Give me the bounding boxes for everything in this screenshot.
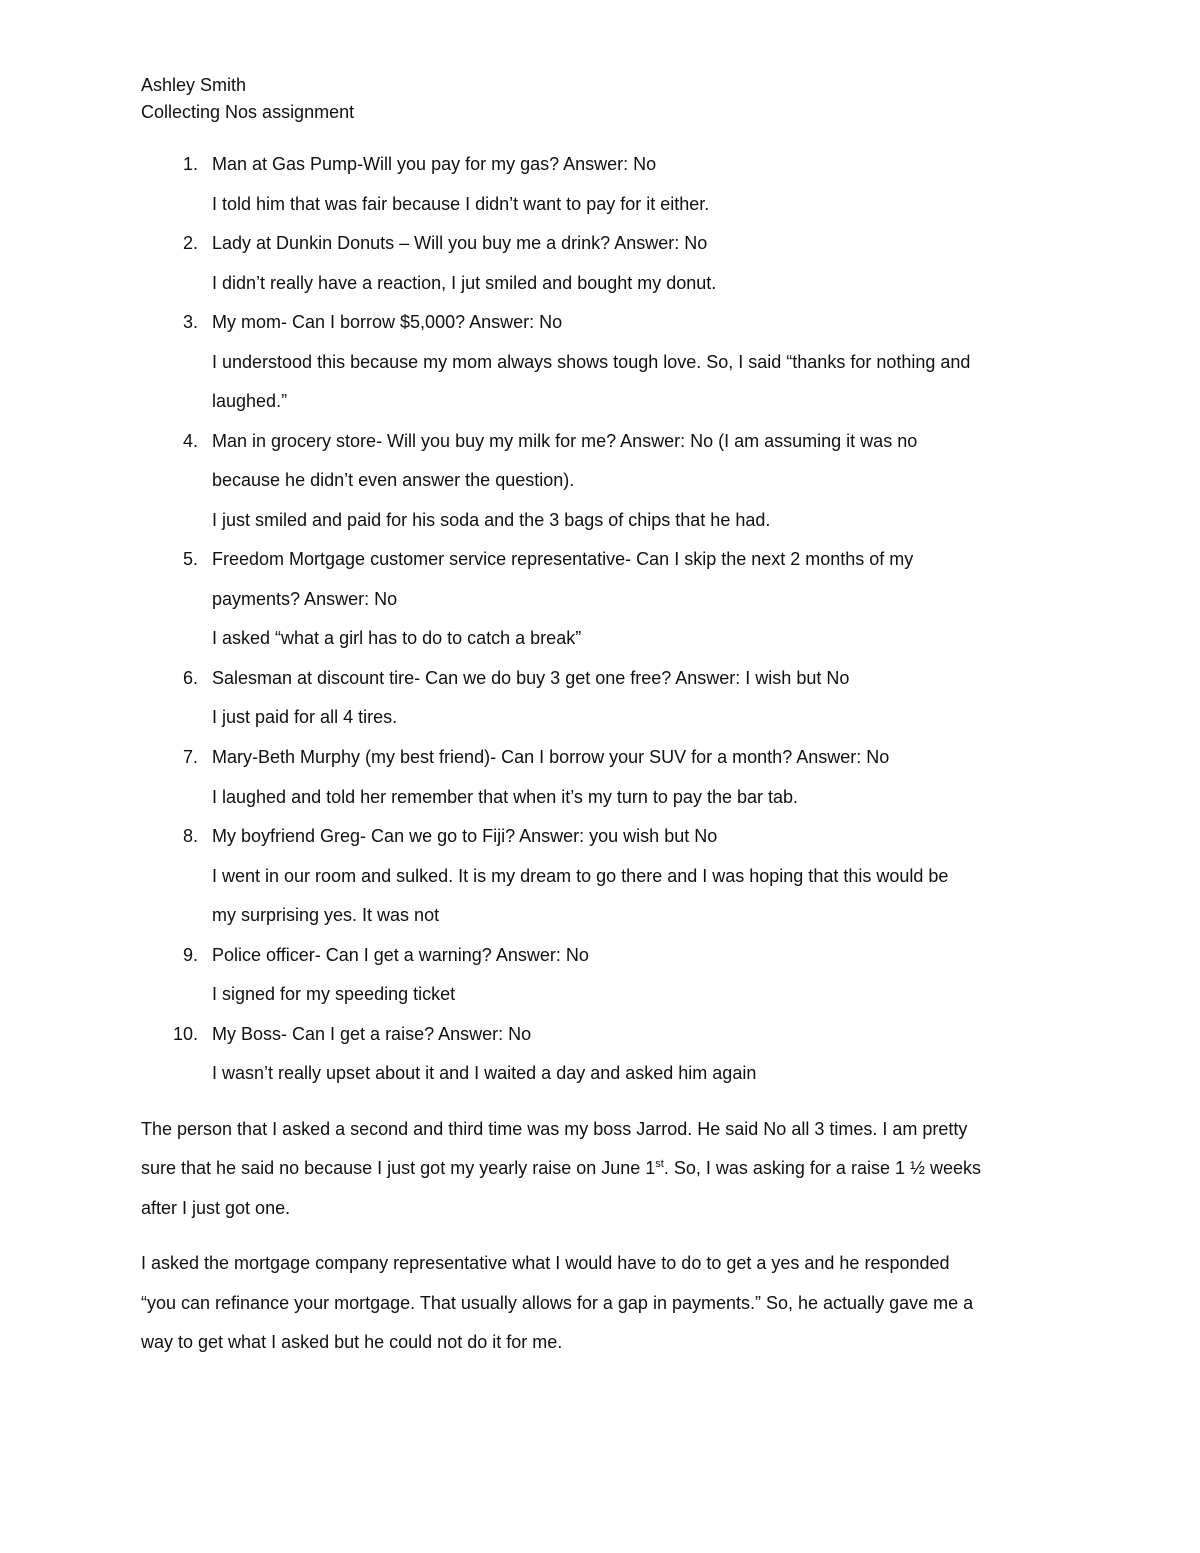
- item-question: payments? Answer: No: [212, 589, 398, 609]
- ordinal-superscript: st: [655, 1158, 664, 1170]
- item-question: Salesman at discount tire- Can we do buy 3 get one free? Answer: I wish but No: [212, 668, 850, 688]
- item-reaction: I signed for my speeding ticket: [212, 984, 456, 1004]
- item-question: Lady at Dunkin Donuts – Will you buy me a drink? Answer: No: [212, 233, 708, 253]
- item-reaction: I just smiled and paid for his soda and the 3 bags of chips that he had.: [212, 510, 771, 530]
- item-question: Man at Gas Pump-Will you pay for my gas? Answer: No: [212, 154, 657, 174]
- paragraph-line: I asked the mortgage company representative what I would have to do to get a yes and he responded: [141, 1253, 950, 1273]
- paragraph-line: The person that I asked a second and third time was my boss Jarrod. He said No all 3 times. I am pretty: [141, 1119, 968, 1139]
- item-question: Man in grocery store- Will you buy my milk for me? Answer: No (I am assuming it was no: [212, 431, 918, 451]
- item-number: 6.: [182, 668, 198, 688]
- item-question: My mom- Can I borrow $5,000? Answer: No: [212, 312, 563, 332]
- paragraph-line: [141, 1156, 981, 1180]
- item-reaction: my surprising yes. It was not: [212, 905, 440, 925]
- paragraph-text: sure that he said no because I just got my yearly raise on June 1: [141, 1158, 656, 1178]
- item-question: because he didn’t even answer the question).: [212, 470, 575, 490]
- assignment-title: Collecting Nos assignment: [141, 102, 355, 122]
- item-reaction: I asked “what a girl has to do to catch a break”: [212, 628, 582, 648]
- paragraph-text: . So, I was asking for a raise 1 ½ weeks: [663, 1158, 982, 1178]
- item-question: Freedom Mortgage customer service representative- Can I skip the next 2 months of my: [212, 549, 914, 569]
- item-number: 7.: [182, 747, 198, 767]
- item-number: 2.: [182, 233, 198, 253]
- item-question: Mary-Beth Murphy (my best friend)- Can I borrow your SUV for a month? Answer: No: [212, 747, 890, 767]
- item-reaction: I wasn’t really upset about it and I waited a day and asked him again: [212, 1063, 757, 1083]
- item-number: 1.: [182, 154, 198, 174]
- paragraph-line: “you can refinance your mortgage. That usually allows for a gap in payments.” So, he actually gave me a: [141, 1293, 974, 1313]
- item-reaction: I told him that was fair because I didn’t want to pay for it either.: [212, 194, 710, 214]
- item-number: 4.: [182, 431, 198, 451]
- item-number: 8.: [182, 826, 198, 846]
- item-number: 10.: [172, 1024, 198, 1044]
- item-reaction: I understood this because my mom always shows tough love. So, I said “thanks for nothing and: [212, 352, 971, 372]
- paragraph-line: way to get what I asked but he could not do it for me.: [141, 1332, 563, 1352]
- item-question: My Boss- Can I get a raise? Answer: No: [212, 1024, 532, 1044]
- item-reaction: I laughed and told her remember that when it’s my turn to pay the bar tab.: [212, 787, 799, 807]
- item-reaction: laughed.”: [212, 391, 288, 411]
- item-reaction: I went in our room and sulked. It is my dream to go there and I was hoping that this would be: [212, 866, 949, 886]
- item-question: My boyfriend Greg- Can we go to Fiji? Answer: you wish but No: [212, 826, 718, 846]
- paragraph-line: after I just got one.: [141, 1198, 291, 1218]
- item-number: 9.: [182, 945, 198, 965]
- item-question: Police officer- Can I get a warning? Answer: No: [212, 945, 589, 965]
- item-reaction: I didn’t really have a reaction, I jut smiled and bought my donut.: [212, 273, 717, 293]
- item-reaction: I just paid for all 4 tires.: [212, 707, 398, 727]
- item-number: 3.: [182, 312, 198, 332]
- author-name: Ashley Smith: [141, 75, 247, 95]
- item-number: 5.: [182, 549, 198, 569]
